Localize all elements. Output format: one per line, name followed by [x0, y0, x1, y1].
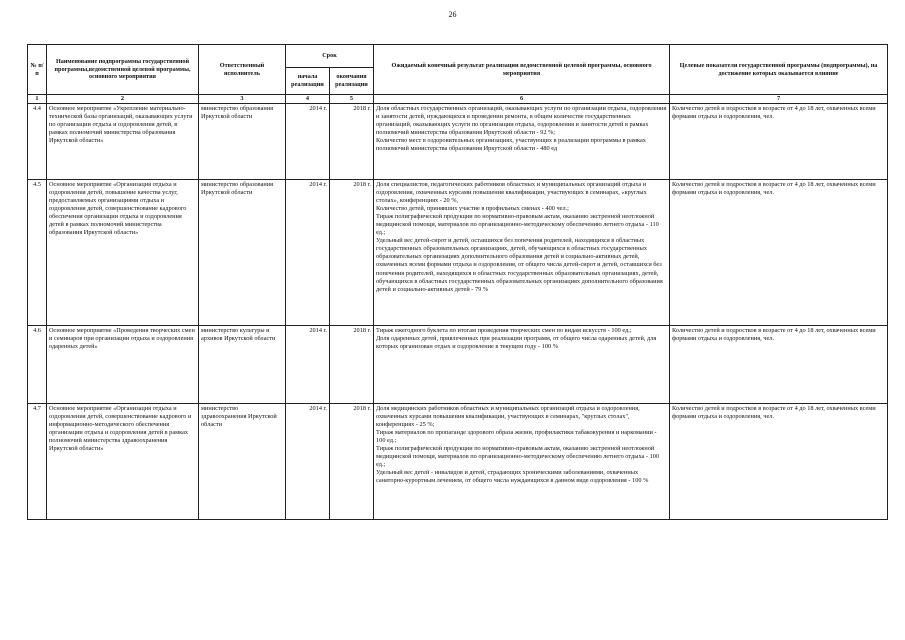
row-num: 4.4 — [28, 104, 47, 180]
row-num: 4.7 — [28, 404, 47, 520]
row-num: 4.5 — [28, 180, 47, 326]
row-executor: министерство образования Иркутской области — [199, 180, 286, 326]
row-result: Доля областных государственных организаций, оказывающих услуги по организации отдыха, оздоровления и занятости детей, нуждающихся в проведении ремонта, в общем количестве государственных организаций, оказывающих услуги по организации отдыха, оздоровления и занятости детей в рамках полномочий министерства образования Иркутской области - 92 %; Количество мест в оздоровительных организациях, участвующих в реализации программы в рамках полномочий министерства образования Иркутской области - 480 ед — [374, 104, 670, 180]
table-row — [28, 180, 888, 326]
row-result: Доля специалистов, педагогических работников областных и муниципальных организаций отдыха и оздоровления, охваченных курсами повышения квалификации, участвующих в семинарах, «круглых столах», конференциях - 20 %, Количество детей, принявших участие в профильных сменах - 400 чел.; Тираж полиграфической продукции по нормативно-правовым актам, оказанию экстренной неотложной медицинской помощи, материалов по организационно-методическому обеспечению летнего отдыха - 110 ед.; Удельный вес детей-сирот и детей, оставшихся без попечения родителей, находящихся в областных государственных образовательных организациях, детей, обучающихся в областных государственных образовательных организациях дополнительного образования детей и социально-активных детей, охваченных всеми формами отдыха и оздоровления, от общего числа детей-сирот и детей, оставшихся без попечения родителей, находящихся в областных государственных образовательных организациях, детей, обучающихся в областных государственных образовательных организациях дополнительного образования детей и социально-активных детей - 79 % — [374, 180, 670, 326]
header-executor: Ответственный исполнитель — [199, 45, 286, 95]
column-number: 4 — [286, 95, 330, 104]
row-end: 2018 г. — [330, 180, 374, 326]
header-result: Ожидаемый конечный результат реализации ведомственной целевой программы, основного мероприятия — [374, 45, 670, 95]
row-end: 2018 г. — [330, 104, 374, 180]
row-num: 4.6 — [28, 326, 47, 404]
row-end: 2018 г. — [330, 326, 374, 404]
row-indicators: Количество детей и подростков в возрасте от 4 до 18 лет, охваченных всеми формами отдыха и оздоровления, чел. — [670, 104, 888, 180]
row-result: Тираж ежегодного буклета по итогам проведения творческих смен по видам искусств - 100 ед.; Доля одаренных детей, привлеченных при реализации программ, от общего числа одаренных детей, для которых организован отдых и оздоровление в текущем году - 100 % — [374, 326, 670, 404]
column-number: 2 — [47, 95, 199, 104]
column-number: 5 — [330, 95, 374, 104]
header-num: № п/п — [28, 45, 47, 95]
row-executor: министерство здравоохранения Иркутской области — [199, 404, 286, 520]
column-number: 6 — [374, 95, 670, 104]
table-row — [28, 326, 888, 404]
row-name: Основное мероприятие «Организация отдыха и оздоровления детей, повышение качества услуг, предоставляемых организациями отдыха и оздоровления детей, совершенствование кадрового обеспечения организации отдыха и оздоровления детей в рамках полномочий министерства образования Иркутской области» — [47, 180, 199, 326]
table-header-row — [28, 45, 888, 68]
header-name: Наименование подпрограммы государственной программы,ведомственной целевой программы, основного мероприятия — [47, 45, 199, 95]
row-indicators: Количество детей и подростков в возрасте от 4 до 18 лет, охваченных всеми формами отдыха и оздоровления, чел. — [670, 326, 888, 404]
row-indicators: Количество детей и подростков в возрасте от 4 до 18 лет, охваченных всеми формами отдыха и оздоровления, чел. — [670, 404, 888, 520]
column-number: 7 — [670, 95, 888, 104]
header-indicators: Целевые показатели государственной программы (подпрограммы), на достижение которых оказывается влияние — [670, 45, 888, 95]
row-executor: министерство образования Иркутской области — [199, 104, 286, 180]
row-start: 2014 г. — [286, 404, 330, 520]
row-start: 2014 г. — [286, 326, 330, 404]
page-number: 26 — [448, 10, 457, 19]
row-name: Основное мероприятие «Организация отдыха и оздоровления детей, совершенствование кадрового и информационно-методического обеспечения организации отдыха и оздоровления детей в рамках полномочий министерства здравоохранения Иркутской области» — [47, 404, 199, 520]
row-end: 2018 г. — [330, 404, 374, 520]
column-number-row — [28, 95, 888, 104]
column-number: 3 — [199, 95, 286, 104]
column-number: 1 — [28, 95, 47, 104]
row-name: Основное мероприятие «Укрепление материально-технической базы организаций, оказывающих услуги по организации отдыха и оздоровления детей, в рамках полномочий министерства образования Иркутской области» — [47, 104, 199, 180]
header-start: начала реализации — [286, 68, 330, 95]
row-start: 2014 г. — [286, 180, 330, 326]
row-name: Основное мероприятие «Проведения творческих смен и семинаров при организации отдыха и оздоровления одаренных детей» — [47, 326, 199, 404]
table-row — [28, 104, 888, 180]
row-result: Доля медицинских работников областных и муниципальных организаций отдыха и оздоровления, охваченных курсами повышения квалификации, участвующих в семинарах, "круглых столах", конференциях - 25 %; Тираж материалов по пропаганде здорового образа жизни, профилактики табакокурения и наркомании - 100 ед.; Тираж полиграфической продукции по нормативно-правовым актам, оказанию экстренной неотложной медицинской помощи, материалов по организационно-методическому обеспечению летнего отдыха - 100 ед.; Удельный вес детей - инвалидов и детей, страдающих хроническими заболеваниями, охваченных санаторно-курортным лечением, от общего числа нуждающихся в данном виде оздоровления - 100 % — [374, 404, 670, 520]
header-term: Срок — [286, 45, 374, 68]
header-end: окончания реализации — [330, 68, 374, 95]
row-indicators: Количество детей и подростков в возрасте от 4 до 18 лет, охваченных всеми формами отдыха и оздоровления, чел. — [670, 180, 888, 326]
row-start: 2014 г. — [286, 104, 330, 180]
row-executor: министерство культуры и архивов Иркутской области — [199, 326, 286, 404]
table-row — [28, 404, 888, 520]
program-table — [27, 44, 888, 520]
